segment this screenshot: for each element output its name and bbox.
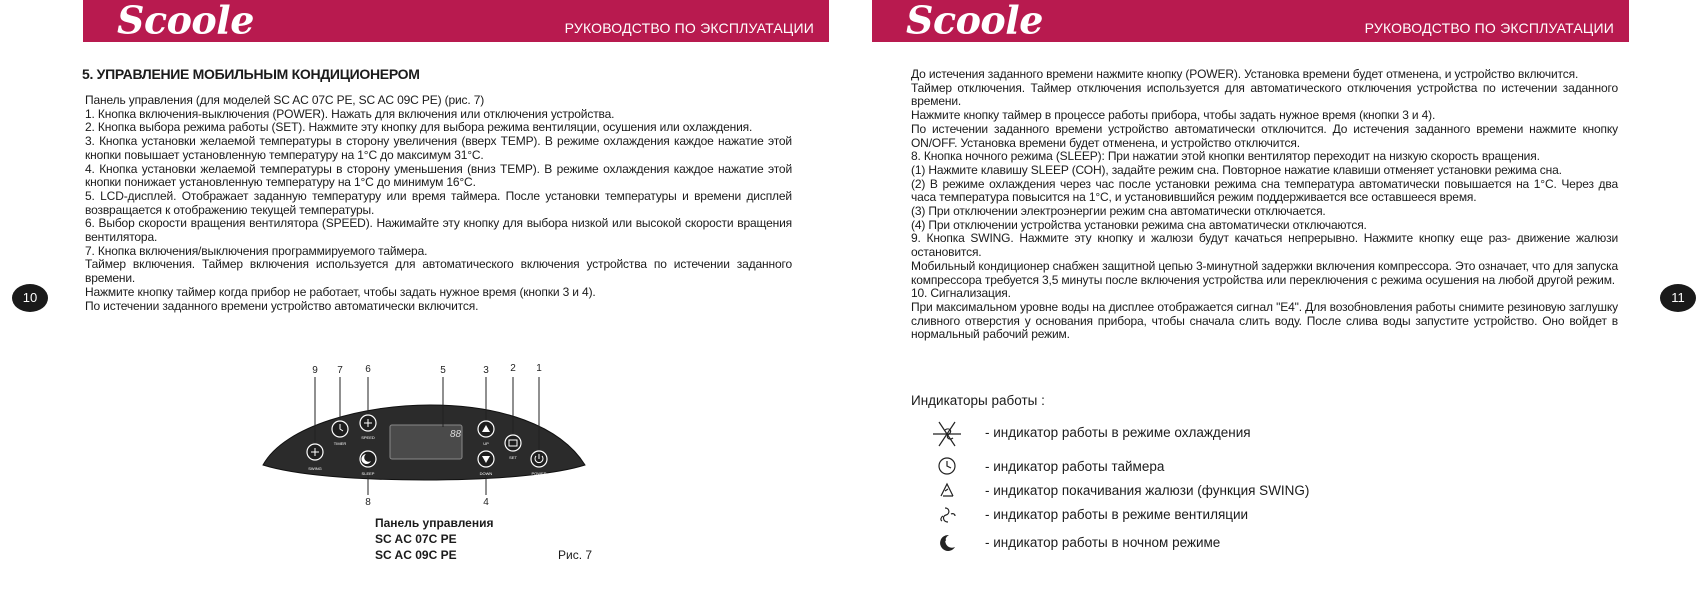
snowflake-fan-icon: [925, 420, 969, 448]
callout-5: 5: [440, 365, 446, 376]
svg-text:TIMER: TIMER: [333, 441, 347, 446]
page-number: 10: [12, 284, 48, 312]
svg-text:UP: UP: [483, 441, 489, 446]
caption-line: Панель управления: [375, 516, 494, 530]
power-button[interactable]: [531, 451, 547, 476]
figure-label: Рис. 7: [558, 548, 593, 562]
svg-text:DOWN: DOWN: [479, 471, 493, 476]
indicator-label: - индикатор работы таймера: [985, 459, 1165, 474]
callout-9: 9: [312, 365, 318, 376]
paragraph: (1) Нажмите клавишу SLEEP (СОН), задайте режим сна. Повторное нажатие клавиши отменяет установки режима сна.: [911, 162, 1562, 177]
header-title: РУКОВОДСТВО ПО ЭКСПЛУАТАЦИИ: [564, 20, 814, 36]
callout-7: 7: [337, 365, 343, 376]
right-page: [850, 0, 1701, 595]
paragraph: Панель управления (для моделей SC AC 07C PE, SC AC 09C PE) (рис. 7): [85, 93, 485, 107]
figure-caption: [375, 515, 493, 563]
paragraph: Таймер отключения. Таймер отключения используется для автоматического отключения устройства по истечении заданного времени.: [911, 80, 1618, 109]
moon-icon: [925, 530, 969, 558]
page-number: 11: [1660, 284, 1696, 312]
callout-8: 8: [365, 497, 371, 505]
header-title: РУКОВОДСТВО ПО ЭКСПЛУАТАЦИИ: [1364, 20, 1614, 36]
paragraph: 3. Кнопка установки желаемой температуры в сторону увеличения (вверх TEMP). В режиме охлаждения каждое нажатие этой кнопки повышает установленную температуру на 1°C до максимум 31°C.: [85, 134, 792, 162]
section-title: 5. УПРАВЛЕНИЕ МОБИЛЬНЫМ КОНДИЦИОНЕРОМ: [82, 66, 420, 82]
svg-text:SET: SET: [509, 455, 517, 460]
lcd-value: 88: [450, 429, 462, 440]
paragraph: 2. Кнопка выбора режима работы (SET). Нажмите эту кнопку для выбора режима вентиляции, осушения или охлаждения.: [85, 120, 753, 135]
paragraph: 1. Кнопка включения-выключения (POWER). Нажать для включения или отключения устройства.: [85, 106, 615, 121]
indicator-label: - индикатор работы в режиме охлаждения: [985, 425, 1251, 440]
paragraph: По истечении заданного времени устройство автоматически отключится. До истечения заданного времени нажмите кнопку ON/OFF. Установка времени будет отменена, и устройство отключится.: [911, 121, 1618, 150]
paragraph: 9. Кнопка SWING. Нажмите эту кнопку и жалюзи будут качаться непрерывно. Нажмите кнопку еще раз- движение жалюзи остановится.: [911, 231, 1618, 260]
caption-line: SC AC 07C PE: [375, 532, 457, 546]
left-page: [0, 0, 850, 595]
indicator-label: - индикатор работы в режиме вентиляции: [985, 507, 1249, 522]
caption-line: SC AC 09C PE: [375, 548, 457, 562]
paragraph: 7. Кнопка включения/выключения программируемого таймера.: [85, 243, 428, 258]
callout-1: 1: [536, 363, 542, 374]
paragraph: Таймер включения. Таймер включения используется для автоматического включения устройства по истечении заданного времени.: [85, 257, 792, 286]
paragraph: Нажмите кнопку таймер в процессе работы прибора, чтобы задать нужное время (кнопки 3 и 4).: [911, 108, 1436, 123]
svg-text:SWING: SWING: [308, 466, 322, 471]
svg-text:SPEED: SPEED: [361, 435, 375, 440]
paragraph: 4. Кнопка установки желаемой температуры в сторону уменьшения (вниз TEMP). В режиме охлаждения каждое нажатие этой кнопки понижает установленную температуру на 1°C до минимум 16°C.: [85, 161, 792, 190]
body-text: [911, 68, 1618, 342]
paragraph: (4) При отключении устройства установки режима сна автоматически отключаются.: [911, 217, 1367, 232]
paragraph: 10. Сигнализация.: [911, 286, 1011, 301]
paragraph: (3) При отключении электроэнергии режим сна автоматически отключается.: [911, 204, 1326, 219]
swing-button[interactable]: [307, 444, 323, 471]
paragraph: До истечения заданного времени нажмите кнопку (POWER). Установка времени будет отменена, и устройство включится.: [911, 67, 1579, 81]
svg-text:SLEEP: SLEEP: [361, 471, 375, 476]
control-panel-figure: [255, 355, 595, 505]
temp-down-button[interactable]: [478, 451, 494, 476]
callout-3: 3: [483, 365, 489, 376]
paragraph: Нажмите кнопку таймер когда прибор не работает, чтобы задать нужное время (кнопки 3 и 4).: [85, 284, 596, 299]
brand-logo: Scoole: [906, 0, 1043, 43]
page-header: [872, 0, 1629, 42]
svg-text:POWER: POWER: [531, 471, 547, 476]
indicator-label: - индикатор работы в ночном режиме: [985, 535, 1221, 550]
fan-icon: [925, 502, 969, 530]
callout-2: 2: [510, 363, 516, 374]
speed-button[interactable]: [360, 415, 376, 440]
paragraph: При максимальном уровне воды на дисплее отображается сигнал "E4". Для возобновления работы снимите резиновую заглушку сливного отверстия у основания прибора, чтобы сначала слить воду. После слива воды запустите устройство. Оно войдет в нормальный рабочий режим.: [911, 299, 1618, 342]
indicator-label: - индикатор покачивания жалюзи (функция SWING): [985, 483, 1310, 498]
indicators-heading: Индикаторы работы :: [911, 393, 1045, 408]
paragraph: (2) В режиме охлаждения через час после установки режима сна температура автоматически повышается на 1°C. Через два часа температура повысится на 1°C, и установившийся режим поддерживается все оставшееся время.: [911, 176, 1618, 205]
control-panel-drawing: [255, 355, 595, 505]
brand-logo: Scoole: [117, 0, 254, 43]
callout-4: 4: [483, 497, 489, 505]
paragraph: 6. Выбор скорости вращения вентилятора (SPEED). Нажимайте эту кнопку для выбора низкой или высокой скорости вращения вентилятора.: [85, 216, 792, 245]
body-text: [85, 94, 792, 313]
paragraph: 5. LCD-дисплей. Отображает заданную температуру или время таймера. После установки температуры и времени дисплей возвращается к отображению текущей температуры.: [85, 188, 792, 217]
paragraph: Мобильный кондиционер снабжен защитной цепью 3-минутной задержки включения компрессора. Это означает, что для запуска компрессора требуется 3,5 минуты после включения устройства или переключения с режима осушения на любой другой режим.: [911, 258, 1618, 287]
paragraph: 8. Кнопка ночного режима (SLEEP): При нажатии этой кнопки вентилятор переходит на низкую скорость вращения.: [911, 149, 1540, 164]
paragraph: По истечении заданного времени устройство автоматически включится.: [85, 298, 479, 313]
timer-button[interactable]: [332, 421, 348, 446]
callout-6: 6: [365, 364, 371, 375]
sleep-button[interactable]: [360, 451, 376, 476]
page-header: [83, 0, 829, 42]
